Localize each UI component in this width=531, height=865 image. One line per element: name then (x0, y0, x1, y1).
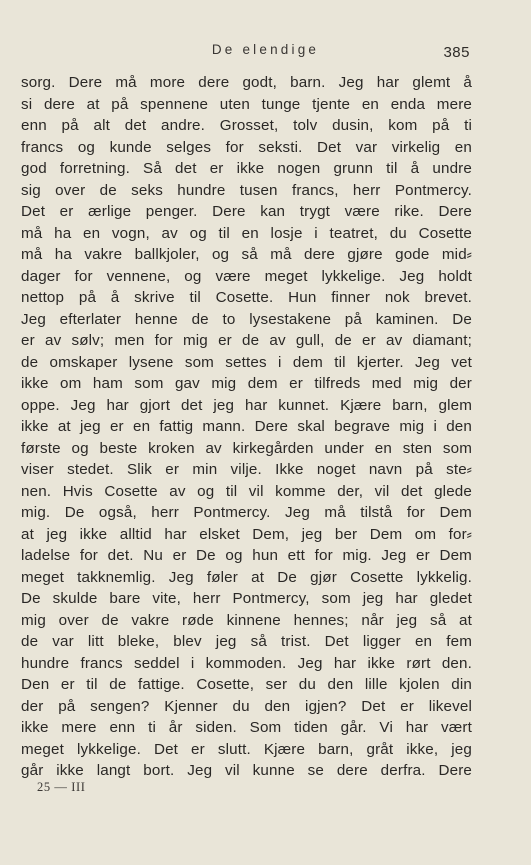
text-line: ikke at jeg er en fattig mann. Dere skal begrave mig i den (21, 418, 472, 435)
text-line: må ha en vogn, av og til en losje i teatret, du Cosette (21, 224, 472, 242)
text-line: enn på alt det andre. Grosset, tolv dusin, kom på ti (21, 117, 472, 134)
text-line: ladelse for det. Nu er De og hun ett for mig. Jeg er Dem (21, 547, 472, 564)
text-line: sig over de seks hundre tusen francs, herr Pontmercy. (21, 181, 472, 199)
text-line: oppe. Jeg har gjort det jeg har kunnet. Kjære barn, glem (21, 396, 472, 414)
text-line: mig. De også, herr Pontmercy. Jeg må tilstå for Dem (21, 504, 472, 521)
running-title: De elendige (211, 42, 320, 57)
text-line: viser stedet. Slik er min vilje. Ikke noget navn på ste⸗ (21, 461, 472, 478)
text-line: nettop på å skrive til Cosette. Hun finner nok brevet. (21, 289, 472, 306)
text-line: Jeg efterlater henne de to lysestakene på kaminen. De (21, 310, 472, 328)
text-line: dager for vennene, og være meget lykkelige. Jeg holdt (21, 267, 472, 285)
text-line: at jeg ikke alltid har elsket Dem, jeg ber Dem om for⸗ (21, 525, 472, 543)
text-line: Den er til de fattige. Cosette, ser du den lille kjolen din (21, 676, 472, 693)
text-line: må ha vakre ballkjoler, og så må dere gjøre gode mid⸗ (21, 246, 472, 263)
text-line: ikke mere enn ti år siden. Som tiden går. Vi har vært (21, 719, 472, 736)
text-line: god forretning. Så det er ikke nogen grunn til å undre (21, 160, 472, 177)
text-line: går ikke langt bort. Jeg vil kunne se dere derfra. Dere (21, 762, 472, 779)
text-line: Det er ærlige penger. Dere kan trygt være rike. Dere (21, 203, 472, 220)
text-line: sorg. Dere må more dere godt, barn. Jeg har glemt å (21, 74, 472, 91)
text-line: meget lykkelige. Det er slutt. Kjære barn, gråt ikke, jeg (21, 740, 472, 758)
text-line: francs og kunde selges for seksti. Det var virkelig en (21, 138, 472, 156)
text-line: de var litt bleke, blev jeg så trist. Det ligger en fem (21, 633, 472, 650)
page-number: 385 (443, 44, 470, 61)
text-line: nen. Hvis Cosette av og til vil komme der, vil det glede (21, 482, 472, 500)
text-line: ikke om ham som gav mig dem er tilfreds med mig der (21, 375, 472, 392)
text-line: der på sengen? Kjenner du den igjen? Det er likevel (21, 697, 472, 715)
text-line: De skulde bare vite, herr Pontmercy, som jeg har gledet (21, 590, 472, 607)
text-line: mig over de vakre røde kinnene hennes; når jeg så at (21, 611, 472, 629)
text-line: er av sølv; men for mig er de av gull, de er av diamant; (21, 332, 472, 349)
text-line: første og beste kroken av kirkegården under en sten som (21, 439, 472, 457)
text-line: hundre francs seddel i kommoden. Jeg har ikke rørt den. (21, 654, 472, 672)
body-text (21, 72, 472, 782)
printer-signature: 25 — III (37, 780, 86, 794)
text-line: si dere at på spennene uten tunge tjente en enda mere (21, 95, 472, 113)
text-line: meget takknemlig. Jeg føler at De gjør Cosette lykkelig. (21, 568, 472, 586)
running-head (0, 42, 531, 62)
text-line: de omskaper lysene som settes i dem til kjerter. Jeg vet (21, 353, 472, 371)
